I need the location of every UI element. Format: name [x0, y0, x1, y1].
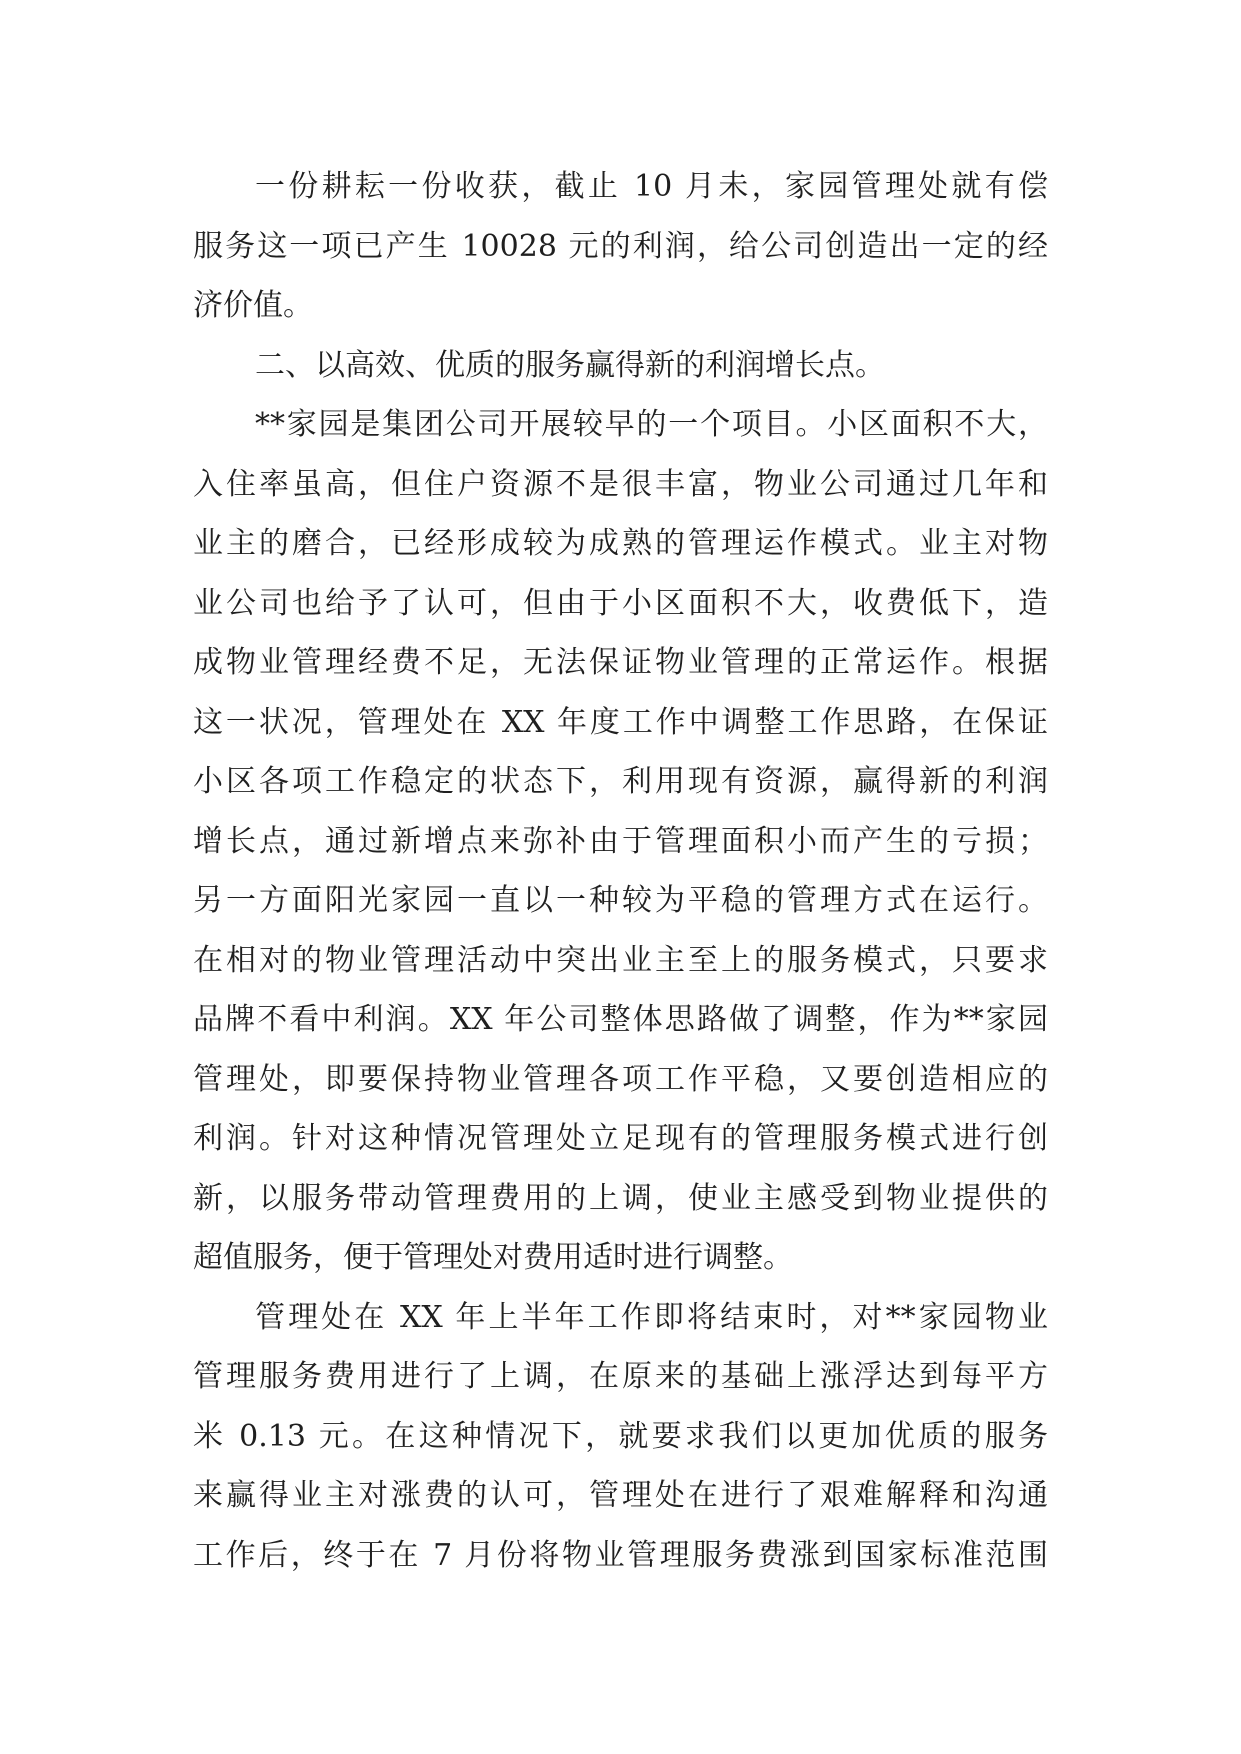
- paragraph-line: 利润。针对这种情况管理处立足现有的管理服务模式进行创: [193, 1121, 1048, 1156]
- paragraph-4: [193, 1288, 1048, 1586]
- paragraph-3: [193, 395, 1048, 1288]
- paragraph-line: 二、以高效、优质的服务赢得新的利润增长点。: [255, 347, 885, 383]
- section-heading: [193, 336, 1048, 396]
- paragraph-line: 一份耕耘一份收获，截止 10 月未，家园管理处就有偿: [255, 169, 1048, 204]
- paragraph-line: 管理处在 XX 年上半年工作即将结束时，对**家园物业: [255, 1299, 1048, 1335]
- paragraph-line: 增长点，通过新增点来弥补由于管理面积小而产生的亏损；: [193, 823, 1048, 859]
- document-body: [193, 157, 1048, 1585]
- paragraph-line: 工作后，终于在 7 月份将物业管理服务费涨到国家标准范围: [193, 1537, 1048, 1573]
- paragraph-line: 入住率虽高，但住户资源不是很丰富，物业公司通过几年和: [193, 466, 1048, 502]
- paragraph-line: 这一状况，管理处在 XX 年度工作中调整工作思路，在保证: [193, 704, 1048, 740]
- paragraph-line: **家园是集团公司开展较早的一个项目。小区面积不大，: [255, 407, 1048, 442]
- paragraph-line: 在相对的物业管理活动中突出业主至上的服务模式，只要求: [193, 942, 1048, 978]
- paragraph-line: 小区各项工作稳定的状态下，利用现有资源，赢得新的利润: [193, 764, 1048, 799]
- paragraph-line: 管理服务费用进行了上调，在原来的基础上涨浮达到每平方: [193, 1359, 1048, 1394]
- paragraph-line: 成物业管理经费不足，无法保证物业管理的正常运作。根据: [193, 645, 1048, 680]
- paragraph-line: 管理处，即要保持物业管理各项工作平稳，又要创造相应的: [193, 1061, 1048, 1097]
- paragraph-line: 济价值。: [193, 288, 313, 323]
- paragraph-line: 米 0.13 元。在这种情况下，就要求我们以更加优质的服务: [193, 1418, 1048, 1454]
- paragraph-line: 服务这一项已产生 10028 元的利润，给公司创造出一定的经: [193, 228, 1048, 264]
- paragraph-line: 来赢得业主对涨费的认可，管理处在进行了艰难解释和沟通: [193, 1478, 1048, 1513]
- paragraph-line: 另一方面阳光家园一直以一种较为平稳的管理方式在运行。: [193, 883, 1048, 918]
- paragraph-line: 业主的磨合，已经形成较为成熟的管理运作模式。业主对物: [193, 526, 1048, 561]
- paragraph-line: 新，以服务带动管理费用的上调，使业主感受到物业提供的: [193, 1180, 1048, 1216]
- paragraph-line: 品牌不看中利润。XX 年公司整体思路做了调整，作为**家园: [193, 1002, 1048, 1037]
- paragraph-line: 业公司也给予了认可，但由于小区面积不大，收费低下，造: [193, 585, 1048, 621]
- paragraph-line: 超值服务，便于管理处对费用适时进行调整。: [193, 1240, 793, 1275]
- paragraph-1: [193, 157, 1048, 336]
